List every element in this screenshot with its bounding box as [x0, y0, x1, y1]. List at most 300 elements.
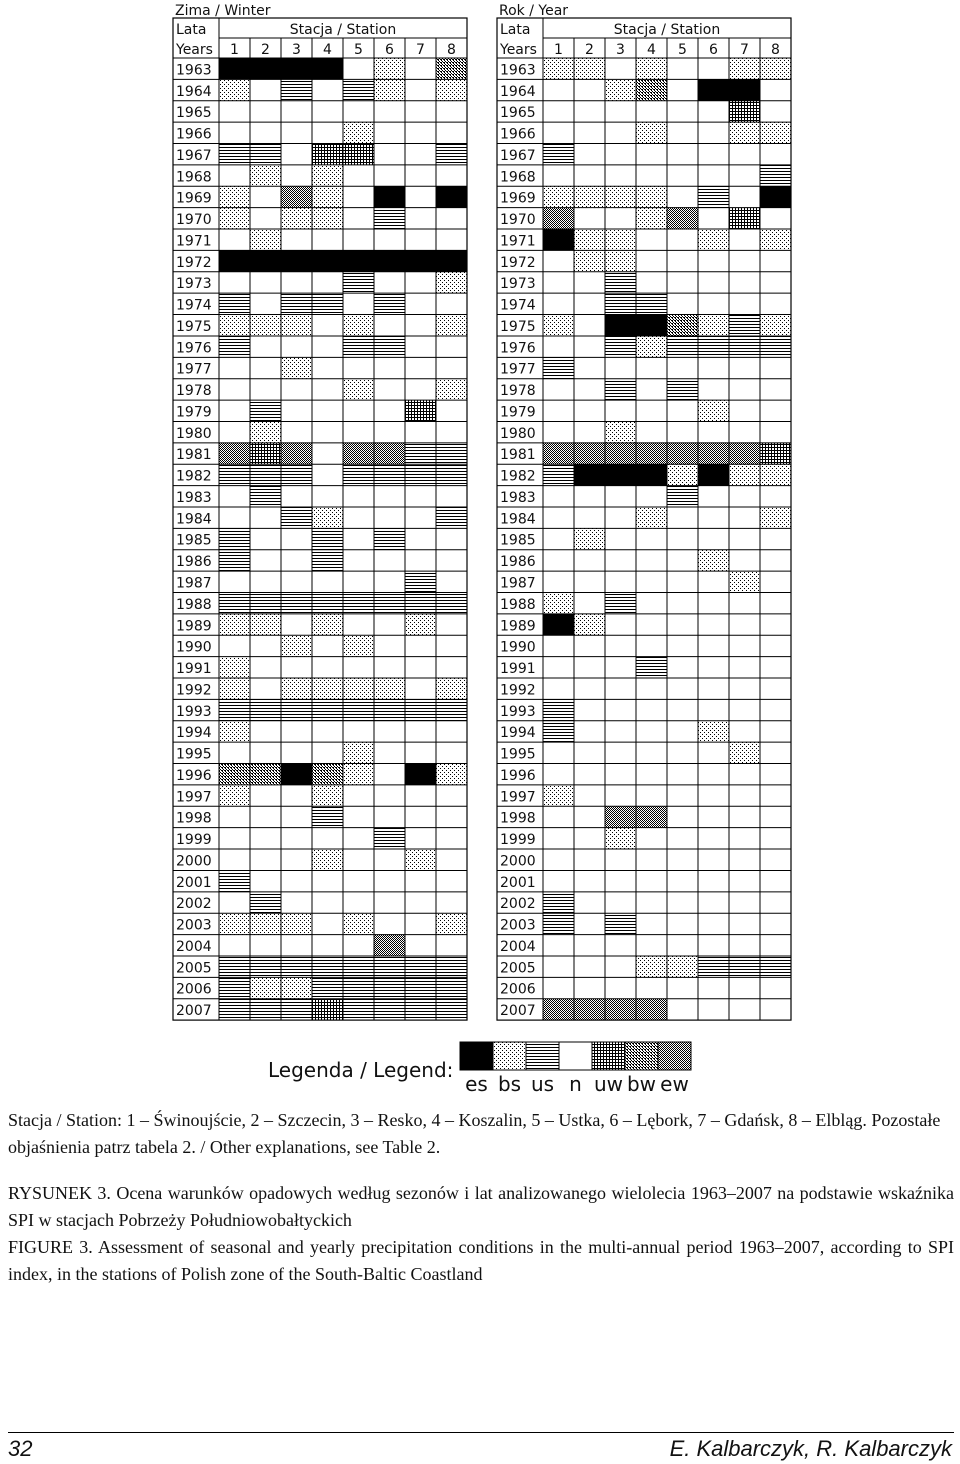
spi-cell-n [543, 635, 574, 656]
year-label: 1986 [500, 554, 536, 571]
spi-cell-n [405, 79, 436, 100]
spi-cell-us [343, 977, 374, 998]
spi-cell-n [667, 764, 698, 785]
spi-cell-n [281, 828, 312, 849]
year-label: 1989 [500, 618, 536, 635]
spi-cell-us [543, 144, 574, 165]
year-label: 2000 [176, 853, 212, 870]
spi-cell-n [343, 229, 374, 250]
spi-cell-us [219, 699, 250, 720]
legend-swatch-bw [625, 1042, 658, 1070]
spi-cell-es [219, 250, 250, 271]
spi-cell-n [636, 721, 667, 742]
legend-item-label: n [569, 1072, 582, 1096]
spi-cell-us [543, 892, 574, 913]
spi-cell-n [667, 657, 698, 678]
legend [268, 1042, 691, 1096]
spi-cell-n [667, 144, 698, 165]
year-label: 1997 [500, 789, 536, 806]
spi-cell-n [636, 699, 667, 720]
spi-cell-n [374, 165, 405, 186]
spi-cell-n [605, 614, 636, 635]
spi-cell-n [343, 421, 374, 442]
spi-cell-n [543, 977, 574, 998]
spi-cell-n [436, 828, 467, 849]
spi-cell-n [374, 614, 405, 635]
spi-cell-n [219, 849, 250, 870]
spi-cell-uw [312, 999, 343, 1020]
spi-cell-n [219, 486, 250, 507]
spi-cell-bs [574, 614, 605, 635]
spi-cell-n [405, 657, 436, 678]
legend-item-label: es [465, 1072, 488, 1096]
spi-cell-bw [667, 315, 698, 336]
spi-cell-n [543, 657, 574, 678]
spi-cell-bs [729, 464, 760, 485]
spi-cell-n [667, 528, 698, 549]
panel-title: Rok / Year [499, 3, 569, 19]
spi-cell-bs [312, 849, 343, 870]
spi-cell-uw [250, 443, 281, 464]
spi-cell-us [405, 999, 436, 1020]
spi-cell-n [281, 571, 312, 592]
spi-cell-bs [543, 785, 574, 806]
spi-cell-n [250, 528, 281, 549]
spi-cell-n [760, 528, 791, 549]
spi-cell-us [436, 956, 467, 977]
spi-cell-n [281, 721, 312, 742]
spi-cell-es [219, 58, 250, 79]
spi-cell-n [667, 357, 698, 378]
spi-cell-n [636, 486, 667, 507]
spi-cell-n [698, 357, 729, 378]
spi-cell-bs [636, 122, 667, 143]
spi-cell-n [729, 828, 760, 849]
spi-cell-n [574, 165, 605, 186]
year-label: 1995 [176, 746, 212, 763]
spi-cell-n [281, 892, 312, 913]
spi-cell-n [698, 657, 729, 678]
spi-cell-n [312, 400, 343, 421]
station-number: 7 [740, 42, 749, 58]
year-label: 2003 [176, 917, 212, 934]
spi-cell-n [698, 870, 729, 891]
spi-cell-n [543, 122, 574, 143]
spi-cell-n [374, 229, 405, 250]
spi-cell-n [374, 550, 405, 571]
spi-cell-bw [219, 764, 250, 785]
year-label: 1977 [176, 361, 212, 378]
year-label: 2006 [500, 981, 536, 998]
spi-cell-n [729, 657, 760, 678]
spi-cell-us [543, 464, 574, 485]
spi-cell-n [729, 400, 760, 421]
spi-cell-n [405, 421, 436, 442]
year-label: 2005 [500, 960, 536, 977]
spi-cell-us [436, 144, 467, 165]
spi-cell-us [281, 593, 312, 614]
header-years-pl: Lata [500, 22, 531, 38]
year-label: 2002 [500, 896, 536, 913]
spi-cell-n [281, 421, 312, 442]
spi-cell-n [405, 272, 436, 293]
spi-cell-n [405, 122, 436, 143]
spi-cell-n [667, 79, 698, 100]
spi-cell-n [729, 977, 760, 998]
spi-cell-n [436, 614, 467, 635]
year-label: 1964 [500, 83, 536, 100]
legend-swatch-us [526, 1042, 559, 1070]
spi-cell-bs [605, 79, 636, 100]
spi-cell-n [729, 999, 760, 1020]
spi-cell-n [312, 935, 343, 956]
spi-cell-n [543, 806, 574, 827]
spi-cell-es [405, 250, 436, 271]
spi-cell-n [219, 806, 250, 827]
spi-cell-bs [405, 614, 436, 635]
spi-cell-n [698, 58, 729, 79]
spi-cell-n [760, 849, 791, 870]
spi-cell-n [574, 721, 605, 742]
spi-cell-n [729, 144, 760, 165]
spi-cell-us [250, 400, 281, 421]
year-label: 1970 [176, 212, 212, 229]
spi-cell-n [729, 379, 760, 400]
spi-cell-bs [219, 208, 250, 229]
spi-cell-n [605, 870, 636, 891]
spi-cell-n [219, 635, 250, 656]
spi-cell-bs [250, 913, 281, 934]
year-label: 1990 [500, 639, 536, 656]
spi-cell-n [667, 635, 698, 656]
spi-cell-n [760, 571, 791, 592]
spi-cell-n [281, 336, 312, 357]
spi-cell-n [543, 828, 574, 849]
spi-cell-n [698, 507, 729, 528]
spi-cell-n [574, 315, 605, 336]
spi-cell-n [574, 870, 605, 891]
spi-cell-n [312, 486, 343, 507]
spi-cell-us [281, 699, 312, 720]
spi-cell-n [760, 593, 791, 614]
spi-cell-n [636, 400, 667, 421]
spi-cell-n [760, 101, 791, 122]
spi-cell-n [729, 635, 760, 656]
spi-cell-n [574, 571, 605, 592]
spi-cell-n [374, 870, 405, 891]
spi-cell-n [250, 186, 281, 207]
spi-cell-n [543, 678, 574, 699]
year-label: 1963 [176, 62, 212, 79]
spi-cell-bs [760, 315, 791, 336]
spi-cell-n [636, 379, 667, 400]
spi-cell-n [436, 336, 467, 357]
spi-cell-n [636, 101, 667, 122]
spi-cell-n [605, 635, 636, 656]
year-label: 2004 [176, 938, 212, 955]
spi-cell-us [436, 443, 467, 464]
spi-cell-n [667, 721, 698, 742]
spi-cell-uw [312, 144, 343, 165]
spi-cell-n [729, 528, 760, 549]
station-number: 8 [771, 42, 780, 58]
spi-cell-us [281, 464, 312, 485]
year-label: 1991 [500, 661, 536, 678]
spi-cell-n [374, 507, 405, 528]
spi-cell-bs [312, 678, 343, 699]
spi-cell-n [636, 742, 667, 763]
spi-cell-n [436, 357, 467, 378]
year-label: 1993 [500, 703, 536, 720]
spi-cell-n [543, 400, 574, 421]
year-label: 1983 [500, 489, 536, 506]
spi-cell-us [374, 208, 405, 229]
spi-cell-bs [605, 250, 636, 271]
spi-cell-us [436, 593, 467, 614]
spi-cell-n [405, 913, 436, 934]
spi-cell-bw [250, 764, 281, 785]
spi-cell-n [250, 122, 281, 143]
spi-cell-bs [729, 58, 760, 79]
spi-cell-us [543, 913, 574, 934]
year-label: 1970 [500, 212, 536, 229]
spi-cell-n [760, 421, 791, 442]
spi-cell-us [343, 336, 374, 357]
spi-cell-n [374, 635, 405, 656]
spi-cell-n [667, 977, 698, 998]
station-number: 1 [554, 42, 563, 58]
spi-cell-n [605, 977, 636, 998]
spi-cell-us [374, 699, 405, 720]
spi-cell-n [250, 208, 281, 229]
spi-cell-ew [636, 999, 667, 1020]
spi-cell-n [605, 58, 636, 79]
spi-cell-n [605, 528, 636, 549]
year-label: 2002 [176, 896, 212, 913]
spi-cell-n [760, 785, 791, 806]
spi-cell-n [219, 229, 250, 250]
year-label: 1974 [176, 297, 212, 314]
station-number: 3 [292, 42, 301, 58]
spi-cell-n [343, 58, 374, 79]
spi-cell-n [574, 806, 605, 827]
spi-cell-n [760, 486, 791, 507]
spi-cell-bs [219, 186, 250, 207]
spi-cell-n [667, 400, 698, 421]
spi-cell-n [281, 806, 312, 827]
year-label: 1994 [500, 725, 536, 742]
spi-cell-n [760, 379, 791, 400]
spi-cell-n [374, 101, 405, 122]
spi-cell-uw [729, 208, 760, 229]
spi-cell-us [698, 336, 729, 357]
spi-cell-ew [281, 186, 312, 207]
spi-cell-n [405, 678, 436, 699]
spi-cell-us [219, 977, 250, 998]
year-label: 2001 [500, 874, 536, 891]
spi-cell-n [436, 421, 467, 442]
spi-cell-n [729, 849, 760, 870]
spi-cell-us [219, 336, 250, 357]
spi-cell-us [250, 486, 281, 507]
spi-cell-n [250, 379, 281, 400]
spi-cell-n [605, 400, 636, 421]
spi-cell-us [219, 144, 250, 165]
spi-cell-n [574, 892, 605, 913]
spi-cell-us [312, 293, 343, 314]
spi-cell-n [698, 272, 729, 293]
spi-cell-n [667, 229, 698, 250]
spi-cell-n [605, 101, 636, 122]
spi-cell-n [667, 186, 698, 207]
spi-cell-n [574, 122, 605, 143]
station-number: 1 [230, 42, 239, 58]
legend-swatch-bs [493, 1042, 526, 1070]
spi-cell-n [729, 507, 760, 528]
spi-cell-bs [543, 593, 574, 614]
spi-cell-bs [436, 764, 467, 785]
station-number: 2 [261, 42, 270, 58]
winter-panel [173, 3, 467, 1020]
spi-cell-n [698, 785, 729, 806]
spi-cell-n [405, 379, 436, 400]
spi-cell-us [667, 486, 698, 507]
spi-cell-us [281, 956, 312, 977]
spi-cell-n [250, 635, 281, 656]
spi-cell-n [219, 421, 250, 442]
spi-cell-n [374, 742, 405, 763]
spi-cell-n [667, 272, 698, 293]
spi-cell-us [605, 336, 636, 357]
spi-cell-n [436, 721, 467, 742]
spi-cell-es [760, 186, 791, 207]
legend-swatch-ew [658, 1042, 691, 1070]
station-number: 6 [385, 42, 394, 58]
spi-cell-us [219, 464, 250, 485]
spi-cell-n [543, 571, 574, 592]
spi-cell-n [436, 486, 467, 507]
spi-cell-n [636, 849, 667, 870]
spi-cell-n [636, 678, 667, 699]
spi-cell-bs [760, 229, 791, 250]
spi-cell-n [250, 550, 281, 571]
spi-cell-n [436, 849, 467, 870]
spi-cell-us [543, 721, 574, 742]
spi-cell-ew [729, 443, 760, 464]
spi-cell-us [405, 443, 436, 464]
spi-cell-n [698, 614, 729, 635]
spi-cell-n [605, 486, 636, 507]
spi-cell-bs [698, 229, 729, 250]
spi-cell-n [312, 464, 343, 485]
spi-cell-n [374, 764, 405, 785]
legend-swatch-es [460, 1042, 493, 1070]
spi-cell-n [343, 293, 374, 314]
spi-cell-n [605, 550, 636, 571]
spi-cell-n [543, 379, 574, 400]
spi-cell-n [574, 486, 605, 507]
year-label: 1985 [176, 532, 212, 549]
spi-cell-n [219, 892, 250, 913]
spi-cell-n [667, 571, 698, 592]
spi-cell-n [698, 849, 729, 870]
spi-cell-bs [343, 913, 374, 934]
spi-cell-n [374, 379, 405, 400]
spi-cell-us [374, 828, 405, 849]
spi-cell-n [574, 935, 605, 956]
year-label: 1988 [500, 596, 536, 613]
spi-cell-bs [312, 507, 343, 528]
spi-cell-n [636, 870, 667, 891]
spi-cell-n [343, 357, 374, 378]
spi-cell-n [574, 144, 605, 165]
spi-cell-n [374, 892, 405, 913]
year-label: 1968 [500, 169, 536, 186]
spi-cell-n [343, 528, 374, 549]
spi-cell-n [729, 721, 760, 742]
spi-cell-n [374, 122, 405, 143]
spi-cell-bs [219, 721, 250, 742]
spi-cell-n [667, 58, 698, 79]
spi-cell-n [250, 870, 281, 891]
spi-cell-bs [219, 79, 250, 100]
legend-item-label: bs [497, 1072, 522, 1096]
spi-cell-n [667, 614, 698, 635]
year-label: 1996 [500, 767, 536, 784]
spi-cell-n [405, 486, 436, 507]
spi-cell-n [343, 208, 374, 229]
spi-cell-n [343, 657, 374, 678]
year-label: 1980 [500, 425, 536, 442]
spi-cell-bs [281, 635, 312, 656]
spi-cell-bs [312, 614, 343, 635]
year-label: 1975 [176, 318, 212, 335]
spi-cell-uw [405, 400, 436, 421]
spi-cell-n [574, 400, 605, 421]
year-label: 2001 [176, 874, 212, 891]
spi-cell-us [281, 293, 312, 314]
spi-cell-n [667, 806, 698, 827]
spi-cell-n [250, 849, 281, 870]
spi-cell-n [574, 764, 605, 785]
spi-cell-us [343, 956, 374, 977]
spi-cell-n [574, 593, 605, 614]
spi-cell-n [698, 421, 729, 442]
spi-cell-bs [636, 336, 667, 357]
spi-cell-n [760, 764, 791, 785]
spi-cell-es [636, 315, 667, 336]
spi-cell-n [698, 293, 729, 314]
station-number: 5 [678, 42, 687, 58]
spi-cell-n [405, 550, 436, 571]
spi-cell-n [667, 999, 698, 1020]
spi-cell-us [374, 999, 405, 1020]
spi-cell-n [698, 828, 729, 849]
spi-cell-n [543, 935, 574, 956]
spi-cell-bs [343, 764, 374, 785]
spi-cell-us [374, 528, 405, 549]
spi-cell-us [343, 593, 374, 614]
spi-cell-us [698, 956, 729, 977]
spi-cell-us [219, 870, 250, 891]
spi-cell-n [405, 58, 436, 79]
spi-cell-n [636, 250, 667, 271]
spi-cell-n [760, 657, 791, 678]
spi-cell-bw [312, 764, 343, 785]
spi-cell-n [636, 764, 667, 785]
year-label: 1972 [176, 254, 212, 271]
year-label: 1982 [176, 468, 212, 485]
